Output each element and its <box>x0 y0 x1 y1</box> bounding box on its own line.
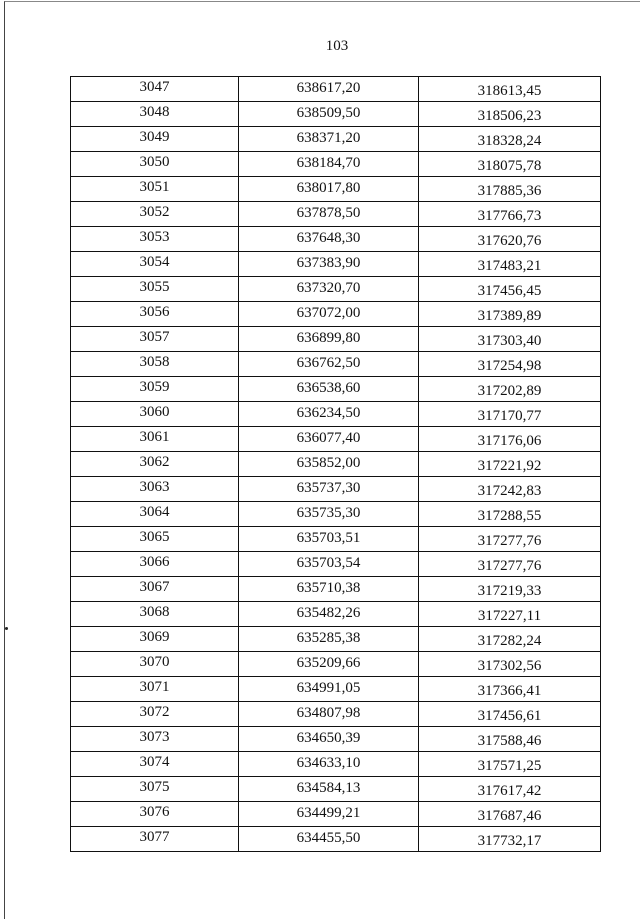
y-coordinate-cell: 317202,89 <box>419 377 601 402</box>
x-coordinate-cell: 636762,50 <box>239 352 419 377</box>
point-number-cell: 3052 <box>71 202 239 227</box>
x-coordinate-cell: 635482,26 <box>239 602 419 627</box>
point-number-cell: 3070 <box>71 652 239 677</box>
y-coordinate-cell: 317687,46 <box>419 802 601 827</box>
point-number-cell: 3047 <box>71 77 239 102</box>
point-number-cell: 3056 <box>71 302 239 327</box>
x-coordinate-cell: 635735,30 <box>239 502 419 527</box>
point-number-cell: 3068 <box>71 602 239 627</box>
x-coordinate-cell: 638371,20 <box>239 127 419 152</box>
table-row <box>71 427 601 452</box>
point-number-cell: 3059 <box>71 377 239 402</box>
table-row <box>71 377 601 402</box>
x-coordinate-cell: 635852,00 <box>239 452 419 477</box>
y-coordinate-cell: 318613,45 <box>419 77 601 102</box>
table-row <box>71 352 601 377</box>
x-coordinate-cell: 637878,50 <box>239 202 419 227</box>
x-coordinate-cell: 638509,50 <box>239 102 419 127</box>
table-row <box>71 552 601 577</box>
x-coordinate-cell: 637072,00 <box>239 302 419 327</box>
x-coordinate-cell: 634991,05 <box>239 677 419 702</box>
x-coordinate-cell: 634584,13 <box>239 777 419 802</box>
x-coordinate-cell: 635737,30 <box>239 477 419 502</box>
y-coordinate-cell: 317242,83 <box>419 477 601 502</box>
y-coordinate-cell: 317219,33 <box>419 577 601 602</box>
x-coordinate-cell: 638617,20 <box>239 77 419 102</box>
point-number-cell: 3060 <box>71 402 239 427</box>
y-coordinate-cell: 317288,55 <box>419 502 601 527</box>
point-number-cell: 3064 <box>71 502 239 527</box>
table-row <box>71 802 601 827</box>
point-number-cell: 3062 <box>71 452 239 477</box>
y-coordinate-cell: 317254,98 <box>419 352 601 377</box>
point-number-cell: 3075 <box>71 777 239 802</box>
table-row <box>71 277 601 302</box>
scan-speck-mark <box>5 627 8 630</box>
point-number-cell: 3048 <box>71 102 239 127</box>
point-number-cell: 3072 <box>71 702 239 727</box>
y-coordinate-cell: 317170,77 <box>419 402 601 427</box>
table-row <box>71 577 601 602</box>
y-coordinate-cell: 317571,25 <box>419 752 601 777</box>
table-row <box>71 402 601 427</box>
table-row <box>71 452 601 477</box>
y-coordinate-cell: 317885,36 <box>419 177 601 202</box>
page-number: 103 <box>325 38 349 54</box>
x-coordinate-cell: 635710,38 <box>239 577 419 602</box>
table-row <box>71 102 601 127</box>
y-coordinate-cell: 317176,06 <box>419 427 601 452</box>
table-row <box>71 702 601 727</box>
x-coordinate-cell: 634807,98 <box>239 702 419 727</box>
y-coordinate-cell: 317282,24 <box>419 627 601 652</box>
y-coordinate-cell: 317732,17 <box>419 827 601 852</box>
table-row <box>71 677 601 702</box>
y-coordinate-cell: 317277,76 <box>419 552 601 577</box>
x-coordinate-cell: 635209,66 <box>239 652 419 677</box>
point-number-cell: 3077 <box>71 827 239 852</box>
table-row <box>71 152 601 177</box>
x-coordinate-cell: 636538,60 <box>239 377 419 402</box>
table-row <box>71 527 601 552</box>
point-number-cell: 3051 <box>71 177 239 202</box>
table-row <box>71 327 601 352</box>
table-row <box>71 727 601 752</box>
y-coordinate-cell: 317366,41 <box>419 677 601 702</box>
x-coordinate-cell: 638017,80 <box>239 177 419 202</box>
point-number-cell: 3073 <box>71 727 239 752</box>
coordinates-table-body <box>71 77 601 852</box>
table-row <box>71 177 601 202</box>
y-coordinate-cell: 317389,89 <box>419 302 601 327</box>
point-number-cell: 3055 <box>71 277 239 302</box>
y-coordinate-cell: 317588,46 <box>419 727 601 752</box>
x-coordinate-cell: 637383,90 <box>239 252 419 277</box>
table-row <box>71 302 601 327</box>
y-coordinate-cell: 317302,56 <box>419 652 601 677</box>
point-number-cell: 3058 <box>71 352 239 377</box>
y-coordinate-cell: 317617,42 <box>419 777 601 802</box>
table-row <box>71 477 601 502</box>
y-coordinate-cell: 317456,45 <box>419 277 601 302</box>
x-coordinate-cell: 638184,70 <box>239 152 419 177</box>
y-coordinate-cell: 318506,23 <box>419 102 601 127</box>
table-row <box>71 127 601 152</box>
point-number-cell: 3050 <box>71 152 239 177</box>
x-coordinate-cell: 634499,21 <box>239 802 419 827</box>
table-row <box>71 77 601 102</box>
y-coordinate-cell: 318328,24 <box>419 127 601 152</box>
point-number-cell: 3076 <box>71 802 239 827</box>
table-row <box>71 227 601 252</box>
x-coordinate-cell: 636234,50 <box>239 402 419 427</box>
table-row <box>71 652 601 677</box>
y-coordinate-cell: 317227,11 <box>419 602 601 627</box>
y-coordinate-cell: 318075,78 <box>419 152 601 177</box>
x-coordinate-cell: 636077,40 <box>239 427 419 452</box>
table-row <box>71 777 601 802</box>
x-coordinate-cell: 637648,30 <box>239 227 419 252</box>
table-row <box>71 252 601 277</box>
x-coordinate-cell: 637320,70 <box>239 277 419 302</box>
table-row <box>71 202 601 227</box>
table-row <box>71 602 601 627</box>
coordinates-table <box>70 76 601 852</box>
point-number-cell: 3067 <box>71 577 239 602</box>
point-number-cell: 3066 <box>71 552 239 577</box>
y-coordinate-cell: 317303,40 <box>419 327 601 352</box>
point-number-cell: 3069 <box>71 627 239 652</box>
point-number-cell: 3074 <box>71 752 239 777</box>
y-coordinate-cell: 317277,76 <box>419 527 601 552</box>
point-number-cell: 3063 <box>71 477 239 502</box>
table-row <box>71 502 601 527</box>
y-coordinate-cell: 317221,92 <box>419 452 601 477</box>
point-number-cell: 3053 <box>71 227 239 252</box>
x-coordinate-cell: 636899,80 <box>239 327 419 352</box>
x-coordinate-cell: 635703,51 <box>239 527 419 552</box>
x-coordinate-cell: 634650,39 <box>239 727 419 752</box>
y-coordinate-cell: 317483,21 <box>419 252 601 277</box>
table-row <box>71 752 601 777</box>
y-coordinate-cell: 317766,73 <box>419 202 601 227</box>
x-coordinate-cell: 634455,50 <box>239 827 419 852</box>
y-coordinate-cell: 317456,61 <box>419 702 601 727</box>
x-coordinate-cell: 634633,10 <box>239 752 419 777</box>
point-number-cell: 3049 <box>71 127 239 152</box>
x-coordinate-cell: 635703,54 <box>239 552 419 577</box>
table-row <box>71 627 601 652</box>
y-coordinate-cell: 317620,76 <box>419 227 601 252</box>
x-coordinate-cell: 635285,38 <box>239 627 419 652</box>
point-number-cell: 3057 <box>71 327 239 352</box>
point-number-cell: 3071 <box>71 677 239 702</box>
table-row <box>71 827 601 852</box>
point-number-cell: 3061 <box>71 427 239 452</box>
point-number-cell: 3065 <box>71 527 239 552</box>
point-number-cell: 3054 <box>71 252 239 277</box>
